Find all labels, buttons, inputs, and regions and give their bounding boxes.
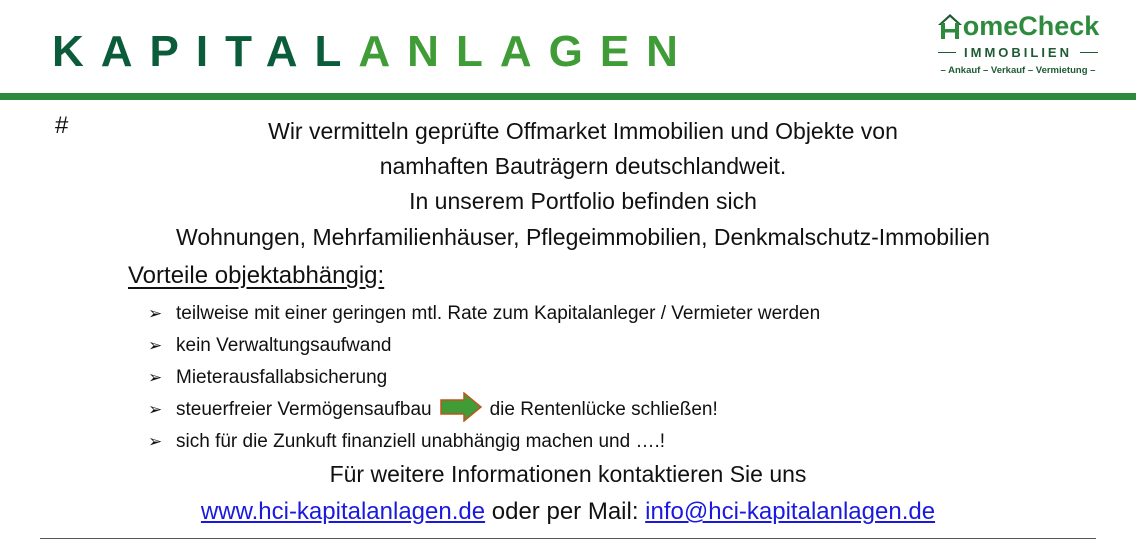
homecheck-logo <box>918 12 1118 76</box>
bullet-arrow-icon: ➢ <box>148 400 163 419</box>
benefits-list <box>148 298 820 458</box>
email-link[interactable]: info@hci-kapitalanlagen.de <box>645 498 936 525</box>
bullet-text-after-arrow: die Rentenlücke schließen! <box>489 399 718 420</box>
header-divider <box>0 93 1136 100</box>
bullet-text: Mieterausfallabsicherung <box>176 367 388 388</box>
house-roof-icon <box>937 12 963 40</box>
intro-line-1: Wir vermitteln geprüfte Offmarket Immobilien und Objekte von <box>268 118 898 144</box>
intro-line-2: namhaften Bauträgern deutschlandweit. <box>379 153 787 179</box>
list-item <box>148 362 820 394</box>
website-link[interactable]: www.hci-kapitalanlagen.de <box>200 498 486 525</box>
logo-tagline: – Ankauf – Verkauf – Vermietung – <box>940 65 1096 76</box>
logo-dash-left <box>938 52 956 53</box>
title-part-kapital: KAPITAL <box>52 27 359 76</box>
logo-name-ome: ome <box>962 11 1019 41</box>
list-item <box>148 426 820 458</box>
footer-divider <box>40 538 1096 539</box>
logo-dash-right <box>1080 52 1098 53</box>
bullet-text: kein Verwaltungsaufwand <box>176 335 392 356</box>
logo-subtitle: IMMOBILIEN <box>964 45 1072 60</box>
bullet-arrow-icon: ➢ <box>148 304 163 323</box>
list-item <box>148 298 820 330</box>
bullet-arrow-icon: ➢ <box>148 368 163 387</box>
contact-links <box>0 498 1136 526</box>
list-item <box>148 394 820 426</box>
logo-wordmark <box>918 12 1118 40</box>
logo-subtitle-row <box>918 45 1118 60</box>
logo-name-check: Check <box>1018 11 1100 41</box>
list-item <box>148 330 820 362</box>
bullet-text: sich für die Zunkuft finanziell unabhängig machen und ….! <box>176 431 666 452</box>
bullet-arrow-icon: ➢ <box>148 336 163 355</box>
vorteile-heading: Vorteile objektabhängig: <box>128 262 385 289</box>
bullet-text: steuerfreier Vermögensaufbau <box>176 399 432 420</box>
intro-line-4: Wohnungen, Mehrfamilienhäuser, Pflegeimmobilien, Denkmalschutz-Immobilien <box>176 224 990 250</box>
bullet-text: teilweise mit einer geringen mtl. Rate zum Kapitalanleger / Vermieter werden <box>176 303 821 324</box>
intro-line-3: In unserem Portfolio befinden sich <box>409 188 757 214</box>
contact-line: Für weitere Informationen kontaktieren Sie uns <box>329 461 807 487</box>
page-title <box>52 27 695 76</box>
hash-mark: # <box>55 112 69 139</box>
links-middle-text: oder per Mail: <box>485 498 646 525</box>
title-part-anlagen: ANLAGEN <box>358 27 695 76</box>
green-right-arrow-icon <box>440 392 482 428</box>
bullet-arrow-icon: ➢ <box>148 432 163 451</box>
